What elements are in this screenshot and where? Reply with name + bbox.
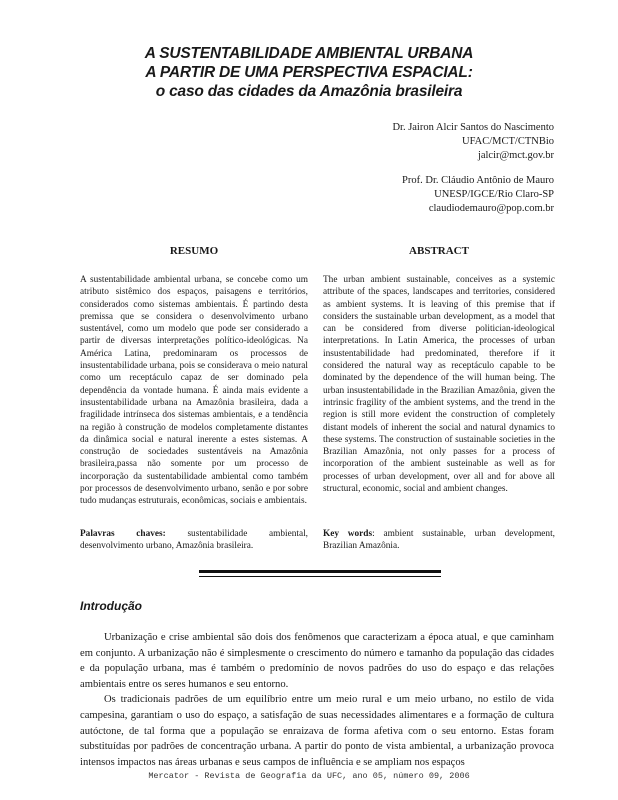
author-2-affiliation: UNESP/IGCE/Rio Claro-SP: [434, 189, 554, 200]
section-divider-thick: [199, 570, 441, 573]
intro-body: [80, 630, 554, 770]
abstract-keywords: [323, 528, 555, 553]
intro-paragraph-2: Os tradicionais padrões de um equilíbrio entre um meio rural e um meio urbano, no estilo de vida campesina, garantiam o uso do espaço, a satisfação de suas necessidades alimentares e a formação de cultura autóctone, de tal forma que a população se enraizava de forma afetiva com o seu entorno. Estas foram substituídas por padrões de concentração urbana. A partir do ponto de vista ambiental, a urbanização provoca intensos impactos nas áreas urbanas e seus campos de influência e se ampliam nos espaços: [80, 694, 554, 768]
abstract-text: The urban ambient sustainable, conceives as a systemic attribute of the spaces, landscapes and territories, considered as ambient systems. It is leaving of this premise that if considers the sustainable urban development, as a model that can be considered from diverse politician-ideological interpretations. In Latin America, the processes of urban insustentabilidade had predominated, therefore if it considered the natural way as receptáculo capable to be dominated by the dependence of the will human being. The urban insustentabilidade in the Brazilian Amazônia, given the intrinsic fragility of the ambient systems, and the trend in the region is still more evident the construction of completely distant models of inherent the social and natural dynamics to these systems. The construction of sustainable societies in the Brazilian Amazônia, not only passes for a process of incorporation of the ambient susteinable as well as for processes of urban development, over all and for above all structural, economic, social and ambient changes.: [323, 275, 555, 495]
abstract-keywords-label: Key words: [323, 529, 373, 539]
resumo-keywords-value: sustentabilidade ambiental, desenvolvimento urbano, Amazônia brasileira.: [80, 529, 309, 552]
resumo-keywords-label: Palavras chaves:: [80, 529, 166, 539]
resumo-heading: RESUMO: [169, 245, 219, 257]
title-line-2: A PARTIR DE UMA PERSPECTIVA ESPACIAL:: [145, 64, 473, 81]
author-1-email: jalcir@mct.gov.br: [477, 150, 554, 161]
author-1-affiliation: UFAC/MCT/CTNBio: [462, 136, 554, 147]
author-2-email: claudiodemauro@pop.com.br: [428, 203, 554, 214]
abstract-heading: ABSTRACT: [409, 245, 469, 257]
author-2-name: Prof. Dr. Cláudio Antônio de Mauro: [402, 175, 554, 186]
abstract-keywords-value: : ambient sustainable, urban development, Brazilian Amazônia.: [323, 529, 555, 552]
resumo-text: A sustentabilidade ambiental urbana, se concebe como um atributo sistêmico dos espaços, paisagens e territórios, considerados como sistemas ambientais. É partindo desta premissa que se considera o desenvolvimento urbano sustentável, como um modelo que pode ser considerado a partir de diversas interpretações político-ideológicas. Na América Latina, predominaram os processos de insustentabilidade urbana, pois se considerava o meio natural como um receptáculo capaz de ser dominado pela dependência da vontade humana. É ainda mais evidente a insustentabilidade urbana na Amazônia brasileira, dada a fragilidade intrínseca dos sistemas ambientais, e a tendência na região à construção de modelos completamente distantes da dinâmica social e natural inerente a estes sistemas. A construção de sociedades sustentáveis na Amazônia brasileira,passa não somente por um processo de incorporação da sustentabilidade ambiental como também por processos de desenvolvimento urbano, senão e por sobre tudo mudanças estruturais, econômicas, sociais e ambientais.: [80, 275, 308, 507]
author-1: [392, 121, 554, 163]
author-1-name: Dr. Jairon Alcir Santos do Nascimento: [392, 122, 554, 133]
title-line-3: o caso das cidades da Amazônia brasileira: [155, 83, 463, 100]
section-divider-thin: [199, 576, 441, 577]
article-title: [0, 44, 618, 101]
intro-paragraph-1: Urbanização e crise ambiental são dois dos fenômenos que caracterizam a época atual, e que caminham em conjunto. A urbanização não é simplesmente o crescimento do número e tamanho da população das cidades e da população urbana, mas é também o predomínio de novos padrões do uso do espaço e das relações ambientais entre os seres humanos e seu entorno.: [80, 632, 554, 690]
resumo-keywords: [80, 528, 308, 553]
page-footer: Mercator - Revista de Geografia da UFC, ano 05, número 09, 2006: [148, 771, 470, 781]
intro-heading: Introdução: [80, 599, 142, 613]
title-line-1: A SUSTENTABILIDADE AMBIENTAL URBANA: [144, 45, 474, 62]
author-2: [402, 174, 554, 216]
